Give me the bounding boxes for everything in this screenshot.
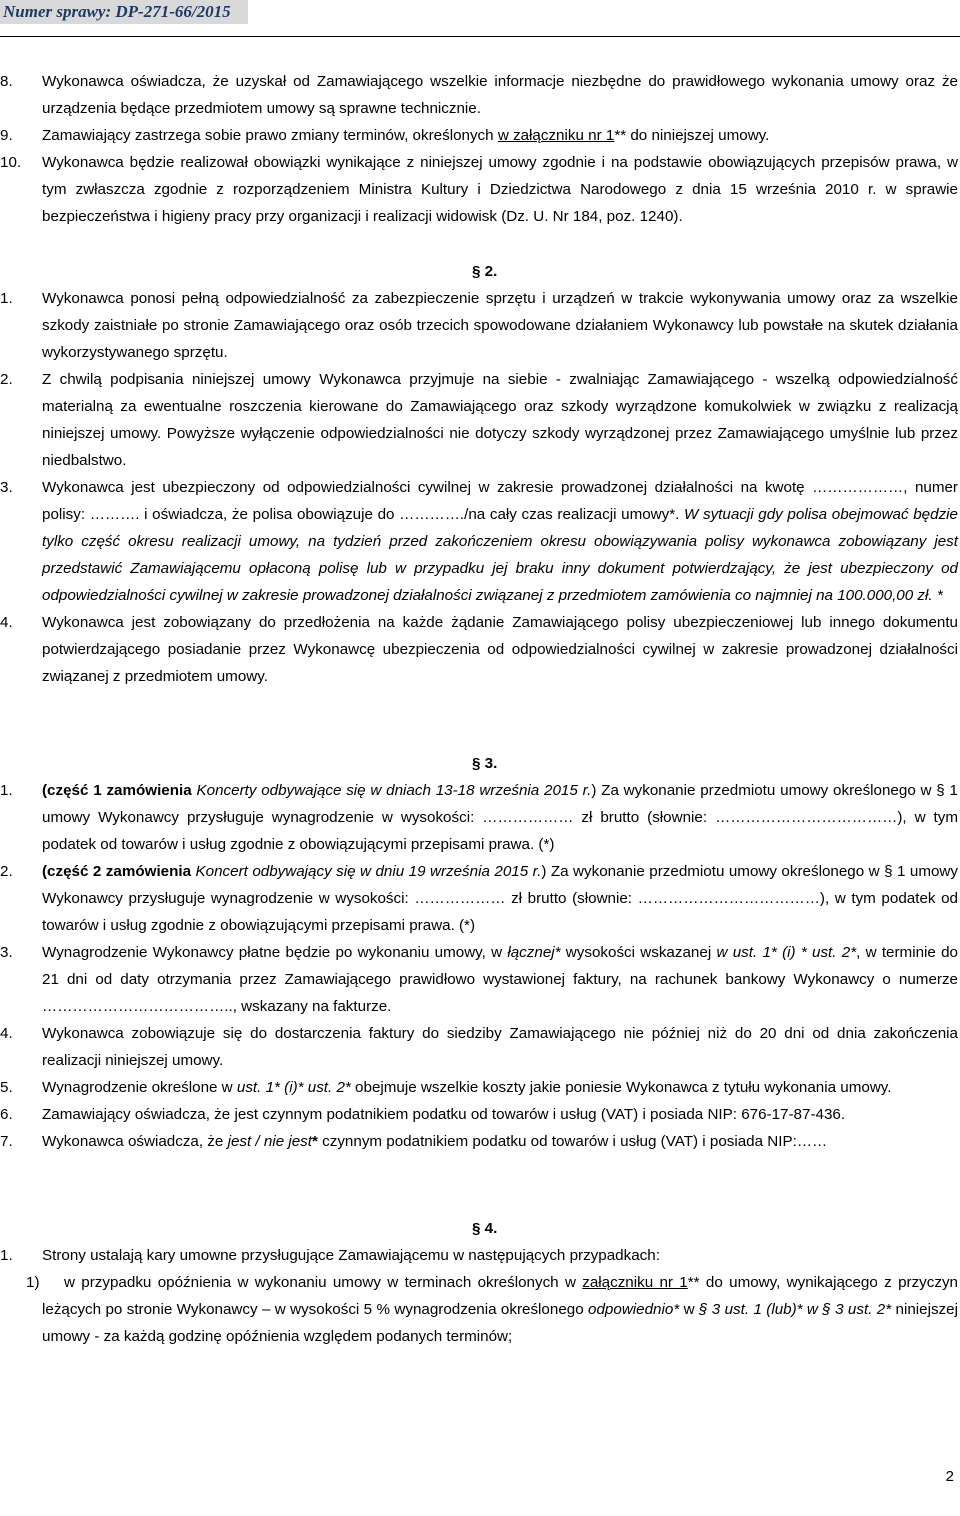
- list-item: [0, 858, 958, 939]
- case-number-header: Numer sprawy: DP-271-66/2015: [0, 0, 248, 24]
- list-item: [0, 68, 958, 122]
- page-number: 2: [945, 1468, 954, 1485]
- item-number: 1.: [0, 290, 13, 307]
- list-item: [0, 939, 958, 1020]
- item-text: ** do niniejszej umowy.: [614, 127, 770, 144]
- item-text: Zamawiający oświadcza, że jest czynnym podatnikiem podatku od towarów i usług (VAT) i posiada NIP: 676-17-87-436.: [42, 1106, 846, 1123]
- item-number: 7.: [0, 1133, 13, 1150]
- list-item: [0, 474, 958, 609]
- item-text: ** do umowy, wynikającego z przyczyn leżących po stronie Wykonawcy – w wysokości 5 % wynagrodzenia określonego: [42, 1274, 958, 1318]
- item-number: 3.: [0, 479, 13, 496]
- item-bold: *: [312, 1133, 318, 1150]
- sub-list-item: [0, 1269, 958, 1350]
- sub-item-number: 1): [26, 1274, 40, 1291]
- item-text: Wykonawca oświadcza, że: [42, 1133, 228, 1150]
- item-text: niniejszej umowy - za każdą godzinę opóźnienia względem podanych terminów;: [42, 1301, 958, 1345]
- item-italic: Koncerty odbywające się w dniach 13-18 września 2015 r.: [196, 782, 592, 799]
- item-italic: łącznej*: [507, 944, 561, 961]
- header-rule: [0, 36, 960, 37]
- item-text: Wykonawca będzie realizował obowiązki wynikające z niniejszej umowy zgodnie i na podstawie obowiązujących przepisów prawa, w tym zwłaszcza zgodnie z rozporządzeniem Ministra Kultury i Dziedzictwa Narodowego z dnia 15 września 2010 r. w sprawie bezpieczeństwa i higieny pracy przy organizacji i realizacji widowisk (Dz. U. Nr 184, poz. 1240).: [42, 154, 958, 225]
- list-item: [0, 1242, 958, 1269]
- item-text: Strony ustalają kary umowne przysługujące Zamawiającemu w następujących przypadkach:: [42, 1247, 660, 1264]
- list-item: [0, 1128, 958, 1155]
- item-number: 2.: [0, 863, 13, 880]
- item-italic-note: W sytuacji gdy polisa obejmować będzie tylko część okresu realizacji umowy, na tydzień przed zakończeniem okresu obowiązywania polisy wykonawca zobowiązany jest przedstawić Zamawiającemu opłaconą polisę lub w przypadku jej braku inny dokument potwierdzający, że jest ubezpieczony od odpowiedzialności cywilnej w zakresie prowadzonej działalności związanej z przedmiotem zamówienia co najmniej na 100.000,00 zł. *: [42, 506, 958, 604]
- item-text: ) Za wykonanie przedmiotu umowy określonego w § 1 umowy Wykonawcy przysługuje wynagrodzenie w wysokości: ……………… zł brutto (słownie: ………………………………), w tym podatek od towarów i usług zgodnie z obowiązującymi przepisami prawa. (*): [42, 782, 958, 853]
- item-text: Wynagrodzenie określone w: [42, 1079, 237, 1096]
- document-body: [0, 68, 958, 1350]
- item-text: Wykonawca jest zobowiązany do przedłożenia na każde żądanie Zamawiającego polisy ubezpieczeniowej lub innego dokumentu potwierdzającego posiadanie przez Wykonawcę ubezpieczenia od odpowiedzialności cywilnej w zakresie prowadzonej działalności związanej z przedmiotem umowy.: [42, 614, 958, 685]
- item-number: 3.: [0, 944, 13, 961]
- item-text: Wykonawca oświadcza, że uzyskał od Zamawiającego wszelkie informacje niezbędne do prawidłowego wykonania umowy oraz że urządzenia będące przedmiotem umowy są sprawne technicznie.: [42, 73, 958, 117]
- item-number: 6.: [0, 1106, 13, 1123]
- item-text: Wykonawca jest ubezpieczony od odpowiedzialności cywilnej w zakresie prowadzonej działalności na kwotę ………………, numer polisy: ………. i oświadcza, że polisa obowiązuje do …………./na cały czas realizacji umowy*.: [42, 479, 958, 523]
- item-text: , w terminie do 21 dni od daty otrzymania przez Zamawiającego prawidłowo wystawionej faktury, na rachunek bankowy Wykonawcy o numerze ……………………………….., wskazany na fakturze.: [42, 944, 959, 1015]
- list-item: [0, 1074, 958, 1101]
- item-number: 9.: [0, 127, 13, 144]
- item-text: Z chwilą podpisania niniejszej umowy Wykonawca przyjmuje na siebie - zwalniając Zamawiającego - wszelką odpowiedzialność materialną za ewentualne roszczenia kierowane do Zamawiającego oraz szkody wyrządzone komukolwiek w związku z realizacją niniejszej umowy. Powyższe wyłączenie odpowiedzialności nie dotyczy szkody wyrządzonej przez Zamawiającego umyślnie lub przez niedbalstwo.: [42, 371, 958, 469]
- item-text: Wynagrodzenie Wykonawcy płatne będzie po wykonaniu umowy, w: [42, 944, 508, 961]
- item-number: 8.: [0, 73, 13, 90]
- item-text: obejmuje wszelkie koszty jakie poniesie Wykonawca z tytułu wykonania umowy.: [350, 1079, 892, 1096]
- item-number: 1.: [0, 782, 13, 799]
- list-item: [0, 1020, 958, 1074]
- item-text: w przypadku opóźnienia w wykonaniu umowy w terminach określonych w: [64, 1274, 583, 1291]
- item-number: 5.: [0, 1079, 13, 1096]
- item-text: Wykonawca zobowiązuje się do dostarczenia faktury do siedziby Zamawiającego nie później niż do 20 dni od dnia zakończenia realizacji niniejszej umowy.: [42, 1025, 958, 1069]
- attachment-link[interactable]: załączniku nr 1: [582, 1274, 688, 1291]
- list-item: [0, 366, 958, 474]
- item-text: ) Za wykonanie przedmiotu umowy określonego w § 1 umowy Wykonawcy przysługuje wynagrodzenie w wysokości: ……………… zł brutto (słownie: ………………………………), w tym podatek od towarów i usług zgodnie z obowiązującymi przepisami prawa. (*): [42, 863, 958, 934]
- list-item: [0, 1101, 958, 1128]
- item-italic: odpowiednio*: [588, 1301, 680, 1318]
- list-item: [0, 149, 958, 230]
- item-number: 10.: [0, 154, 22, 171]
- item-text: Zamawiający zastrzega sobie prawo zmiany terminów, określonych: [42, 127, 498, 144]
- item-number: 1.: [0, 1247, 13, 1264]
- item-text: w: [679, 1301, 699, 1318]
- section-heading-3: § 3.: [472, 755, 498, 772]
- section-heading-2: § 2.: [472, 263, 498, 280]
- item-text: wysokości wskazanej: [560, 944, 717, 961]
- list-item: [0, 122, 958, 149]
- item-italic: jest / nie jest: [227, 1133, 312, 1150]
- item-bold: (część 1 zamówienia: [42, 782, 192, 799]
- item-italic: § 3 ust. 1 (lub)* w § 3 ust. 2*: [698, 1301, 892, 1318]
- item-italic: Koncert odbywający się w dniu 19 września 2015 r.: [195, 863, 542, 880]
- item-text: czynnym podatnikiem podatku od towarów i usług (VAT) i posiada NIP:……: [317, 1133, 828, 1150]
- item-text: Wykonawca ponosi pełną odpowiedzialność za zabezpieczenie sprzętu i urządzeń w trakcie wykonywania umowy oraz za wszelkie szkody zaistniałe po stronie Zamawiającego oraz osób trzecich spowodowane działaniem Wykonawcy lub powstałe na skutek działania wykorzystywanego sprzętu.: [42, 290, 958, 361]
- item-italic: w ust. 1* (i) * ust. 2*: [716, 944, 857, 961]
- section-heading-4: § 4.: [472, 1220, 498, 1237]
- list-item: [0, 609, 958, 690]
- item-italic: ust. 1* (i)* ust. 2*: [236, 1079, 351, 1096]
- item-bold: (część 2 zamówienia: [42, 863, 192, 880]
- list-item: [0, 285, 958, 366]
- list-item: [0, 777, 958, 858]
- attachment-link[interactable]: w załączniku nr 1: [497, 127, 615, 144]
- item-number: 2.: [0, 371, 13, 388]
- item-number: 4.: [0, 1025, 13, 1042]
- item-number: 4.: [0, 614, 13, 631]
